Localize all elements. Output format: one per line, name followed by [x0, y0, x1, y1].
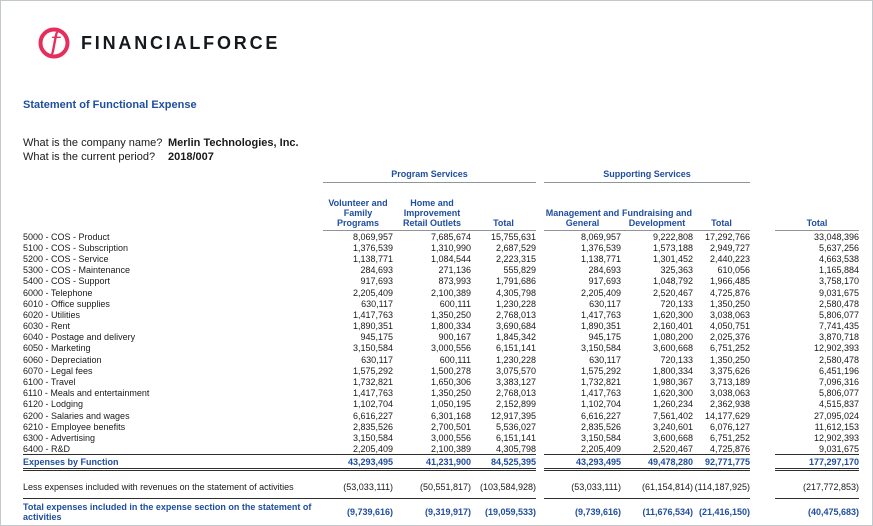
value-cell: 4,305,798: [495, 443, 536, 454]
column-gap: [536, 298, 544, 309]
row-label: 6210 - Employee benefits: [23, 421, 126, 432]
value-cell: 3,758,170: [818, 276, 860, 287]
table-row: [23, 388, 859, 399]
value-cell: 1,575,292: [580, 365, 621, 376]
value-cell: 1,165,884: [818, 265, 860, 276]
column-gap: [536, 410, 544, 421]
value-cell: 1,417,763: [580, 388, 621, 399]
column-gap: [536, 287, 544, 298]
table-row: [23, 242, 859, 253]
value-cell: 1,048,792: [652, 276, 693, 287]
value-cell: 49,478,280: [621, 455, 693, 470]
value-cell: 14,177,629: [704, 410, 751, 421]
value-cell: (53,033,111): [571, 482, 621, 492]
value-cell: 17,292,766: [704, 231, 751, 242]
value-cell: 9,031,675: [818, 443, 860, 454]
value-cell: 2,768,013: [495, 309, 536, 320]
table-row: [23, 499, 859, 526]
column-gap: [750, 455, 775, 470]
value-cell: 284,693: [588, 265, 621, 276]
value-cell: 84,525,395: [471, 455, 536, 470]
value-cell: 2,768,013: [495, 388, 536, 399]
value-cell: 2,520,467: [652, 443, 693, 454]
value-cell: 900,167: [438, 332, 471, 343]
value-cell: 1,376,539: [352, 242, 393, 253]
value-cell: 917,693: [360, 276, 393, 287]
value-cell: 7,741,435: [818, 321, 860, 332]
value-cell: 3,375,626: [709, 365, 751, 376]
value-cell: 6,151,141: [495, 343, 536, 354]
row-label: Less expenses included with revenues on the statement of activities: [23, 482, 294, 492]
row-label: Expenses by Function: [23, 455, 323, 470]
column-gap: [536, 444, 544, 455]
column-gap: [750, 265, 775, 276]
value-cell: 2,100,389: [430, 443, 471, 454]
value-cell: 3,150,584: [352, 432, 393, 443]
value-cell: 7,685,674: [430, 231, 471, 242]
financialforce-logo-icon: [37, 26, 71, 60]
value-cell: 7,561,402: [652, 410, 693, 421]
value-cell: 5,806,077: [818, 309, 860, 320]
value-cell: 3,383,127: [495, 377, 536, 388]
value-cell: 3,713,189: [709, 377, 751, 388]
value-cell: 917,693: [588, 276, 621, 287]
value-cell: 630,117: [361, 298, 393, 309]
report-parameters: [23, 136, 299, 164]
value-cell: (9,739,616): [544, 499, 621, 526]
value-cell: 5,806,077: [818, 388, 860, 399]
value-cell: 15,755,631: [490, 231, 536, 242]
corner-cell: [775, 167, 859, 183]
value-cell: 1,350,250: [709, 298, 751, 309]
column-gap: [750, 343, 775, 354]
value-cell: 4,663,538: [818, 253, 860, 264]
value-cell: 600,111: [439, 298, 471, 309]
value-cell: 1,301,452: [652, 253, 693, 264]
column-gap: [750, 365, 775, 376]
value-cell: 1,417,763: [580, 309, 621, 320]
value-cell: 600,111: [439, 354, 471, 365]
table-row: [23, 343, 859, 354]
row-label: 5300 - COS - Maintenance: [23, 265, 131, 276]
column-gap: [750, 309, 775, 320]
value-cell: 6,616,227: [580, 410, 621, 421]
column-gap: [750, 167, 775, 183]
column-gap: [750, 499, 775, 526]
value-cell: 5,637,256: [818, 242, 860, 253]
value-cell: (11,676,534): [621, 499, 693, 526]
table-body: [23, 231, 859, 526]
value-cell: (21,416,150): [693, 499, 750, 526]
column-gap: [536, 253, 544, 264]
group-header-supporting-services: Supporting Services: [544, 167, 750, 183]
value-cell: 555,829: [503, 265, 536, 276]
table-head: [23, 167, 859, 231]
column-gap: [536, 276, 544, 287]
column-gap: [750, 276, 775, 287]
value-cell: 720,133: [660, 354, 693, 365]
value-cell: (103,584,928): [479, 482, 536, 492]
financialforce-logo-text: FINANCIALFORCE: [81, 33, 281, 53]
corner-cell: [23, 183, 323, 231]
column-gap: [536, 321, 544, 332]
value-cell: 1,966,485: [709, 276, 751, 287]
value-cell: 7,096,316: [818, 377, 860, 388]
row-label: 5400 - COS - Support: [23, 276, 111, 287]
column-gap: [536, 476, 544, 499]
value-cell: 6,451,196: [818, 365, 860, 376]
value-cell: 2,580,478: [818, 298, 860, 309]
column-gap: [536, 183, 544, 231]
value-cell: 1,890,351: [352, 321, 393, 332]
value-cell: 284,693: [360, 265, 393, 276]
company-name-value: Merlin Technologies, Inc.: [168, 137, 299, 149]
value-cell: 3,000,556: [430, 432, 471, 443]
value-cell: 2,100,389: [430, 287, 471, 298]
table-row: [23, 455, 859, 470]
value-cell: 2,362,938: [709, 399, 751, 410]
value-cell: 1,620,300: [652, 309, 693, 320]
value-cell: 6,616,227: [352, 410, 393, 421]
column-header: Total: [693, 183, 750, 231]
value-cell: 1,350,250: [430, 309, 471, 320]
table-row: [23, 476, 859, 499]
table-row: [23, 421, 859, 432]
row-label: 6050 - Marketing: [23, 343, 91, 354]
column-gap: [750, 183, 775, 231]
value-cell: 12,902,393: [813, 343, 860, 354]
column-gap: [750, 421, 775, 432]
value-cell: 2,025,376: [709, 332, 751, 343]
column-gap: [750, 476, 775, 499]
value-cell: 2,205,409: [580, 443, 621, 454]
value-cell: 1,230,228: [495, 354, 536, 365]
table-row: [23, 253, 859, 264]
column-gap: [536, 354, 544, 365]
value-cell: 6,076,127: [709, 421, 751, 432]
value-cell: 945,175: [588, 332, 621, 343]
column-gap: [750, 432, 775, 443]
value-cell: 1,845,342: [495, 332, 536, 343]
column-gap: [536, 432, 544, 443]
value-cell: 1,376,539: [580, 242, 621, 253]
table-row: [23, 231, 859, 242]
group-header-program-services: Program Services: [323, 167, 536, 183]
value-cell: 9,222,808: [652, 231, 693, 242]
table-row: [23, 309, 859, 320]
value-cell: 5,536,027: [495, 421, 536, 432]
value-cell: 1,620,300: [652, 388, 693, 399]
value-cell: 3,150,584: [580, 432, 621, 443]
value-cell: 1,732,821: [352, 377, 393, 388]
value-cell: 4,050,751: [709, 321, 751, 332]
value-cell: 11,612,153: [814, 421, 860, 432]
row-label: 6060 - Depreciation: [23, 354, 102, 365]
value-cell: 177,297,170: [775, 455, 859, 470]
row-label: 6110 - Meals and entertainment: [23, 388, 150, 399]
value-cell: 1,230,228: [495, 298, 536, 309]
value-cell: 9,031,675: [818, 287, 860, 298]
column-gap: [536, 388, 544, 399]
value-cell: 1,732,821: [580, 377, 621, 388]
value-cell: 1,417,763: [352, 309, 393, 320]
value-cell: 6,301,168: [430, 410, 471, 421]
column-gap: [536, 343, 544, 354]
column-gap: [536, 265, 544, 276]
value-cell: 3,150,584: [352, 343, 393, 354]
value-cell: 1,102,704: [352, 399, 393, 410]
value-cell: 2,580,478: [818, 354, 860, 365]
value-cell: 6,751,252: [709, 432, 751, 443]
current-period-label: What is the current period?: [23, 151, 156, 163]
value-cell: 2,223,315: [495, 253, 536, 264]
table-row: [23, 399, 859, 410]
value-cell: 1,350,250: [709, 354, 751, 365]
value-cell: (217,772,853): [802, 482, 860, 492]
value-cell: 630,117: [589, 354, 621, 365]
column-header: Management and General: [544, 183, 621, 231]
value-cell: (9,739,616): [323, 499, 393, 526]
value-cell: 1,138,771: [580, 253, 621, 264]
value-cell: 4,305,798: [495, 287, 536, 298]
value-cell: (40,475,683): [775, 499, 859, 526]
column-header: Total: [775, 183, 859, 231]
value-cell: 12,917,395: [490, 410, 536, 421]
value-cell: 92,771,775: [693, 455, 750, 470]
value-cell: 630,117: [361, 354, 393, 365]
value-cell: 6,751,252: [709, 343, 751, 354]
value-cell: 3,600,668: [652, 432, 693, 443]
row-label: 6200 - Salaries and wages: [23, 410, 130, 421]
value-cell: 1,417,763: [352, 388, 393, 399]
value-cell: 8,069,957: [580, 231, 621, 242]
value-cell: 1,102,704: [580, 399, 621, 410]
current-period-question: [23, 150, 299, 164]
column-header: Total: [471, 183, 536, 231]
value-cell: 630,117: [589, 298, 621, 309]
value-cell: 8,069,957: [352, 231, 393, 242]
value-cell: 6,151,141: [495, 432, 536, 443]
row-label: 5100 - COS - Subscription: [23, 242, 129, 253]
column-gap: [536, 376, 544, 387]
column-gap: [750, 287, 775, 298]
value-cell: 3,150,584: [580, 343, 621, 354]
value-cell: 1,310,990: [430, 242, 471, 253]
company-name-question: [23, 136, 299, 150]
value-cell: 1,800,334: [652, 365, 693, 376]
value-cell: (9,319,917): [393, 499, 471, 526]
column-gap: [750, 242, 775, 253]
value-cell: 1,980,367: [652, 377, 693, 388]
corner-cell: [23, 167, 323, 183]
value-cell: (19,059,533): [471, 499, 536, 526]
row-label: Total expenses included in the expense section on the statement of activities: [23, 499, 323, 526]
value-cell: (50,551,817): [419, 482, 471, 492]
value-cell: 873,993: [438, 276, 471, 287]
column-gap: [536, 231, 544, 242]
value-cell: 2,687,529: [495, 242, 536, 253]
value-cell: 2,205,409: [580, 287, 621, 298]
value-cell: 41,231,900: [393, 455, 471, 470]
value-cell: 2,205,409: [352, 443, 393, 454]
value-cell: 4,515,837: [818, 399, 860, 410]
current-period-value: 2018/007: [168, 151, 214, 163]
value-cell: 2,520,467: [652, 287, 693, 298]
row-label: 6020 - Utilities: [23, 309, 81, 320]
value-cell: 12,902,393: [813, 432, 860, 443]
value-cell: (61,154,814): [641, 482, 693, 492]
value-cell: 1,650,306: [430, 377, 471, 388]
group-header-row: [23, 167, 859, 183]
column-gap: [750, 332, 775, 343]
value-cell: 3,240,601: [652, 421, 693, 432]
value-cell: 1,350,250: [430, 388, 471, 399]
row-label: 6300 - Advertising: [23, 432, 96, 443]
column-gap: [536, 455, 544, 470]
value-cell: 1,791,686: [495, 276, 536, 287]
value-cell: 3,038,063: [709, 309, 751, 320]
table-row: [23, 276, 859, 287]
table-row: [23, 321, 859, 332]
table-row: [23, 410, 859, 421]
value-cell: 1,575,292: [352, 365, 393, 376]
svg-text:f: f: [50, 27, 60, 58]
row-label: 6000 - Telephone: [23, 287, 93, 298]
value-cell: 1,084,544: [430, 253, 471, 264]
value-cell: 1,138,771: [352, 253, 393, 264]
column-gap: [750, 231, 775, 242]
column-gap: [750, 376, 775, 387]
value-cell: 2,440,223: [709, 253, 751, 264]
value-cell: 271,136: [438, 265, 471, 276]
value-cell: 2,700,501: [430, 421, 471, 432]
table-row: [23, 287, 859, 298]
value-cell: 1,260,234: [652, 399, 693, 410]
column-gap: [536, 399, 544, 410]
value-cell: 3,000,556: [430, 343, 471, 354]
column-gap: [750, 354, 775, 365]
value-cell: 325,363: [660, 265, 693, 276]
expense-table: [23, 167, 859, 526]
row-label: 6120 - Lodging: [23, 399, 84, 410]
value-cell: 1,800,334: [430, 321, 471, 332]
value-cell: 610,056: [717, 265, 751, 276]
report-title: Statement of Functional Expense: [23, 99, 197, 111]
column-gap: [536, 167, 544, 183]
value-cell: 2,205,409: [352, 287, 393, 298]
value-cell: 1,573,188: [652, 242, 693, 253]
column-gap: [536, 499, 544, 526]
column-gap: [750, 321, 775, 332]
row-label: 6100 - Travel: [23, 377, 76, 388]
column-gap: [536, 332, 544, 343]
table-row: [23, 265, 859, 276]
value-cell: 1,050,195: [430, 399, 471, 410]
row-label: 5000 - COS - Product: [23, 231, 110, 242]
table-row: [23, 298, 859, 309]
column-gap: [750, 410, 775, 421]
column-gap: [750, 444, 775, 455]
value-cell: 1,080,200: [652, 332, 693, 343]
column-gap: [750, 253, 775, 264]
value-cell: 3,870,718: [818, 332, 860, 343]
value-cell: 1,500,278: [430, 365, 471, 376]
value-cell: 3,075,570: [495, 365, 536, 376]
column-gap: [536, 421, 544, 432]
row-label: 6040 - Postage and delivery: [23, 332, 136, 343]
value-cell: 720,133: [660, 298, 693, 309]
row-label: 6030 - Rent: [23, 321, 71, 332]
value-cell: 43,293,495: [323, 455, 393, 470]
row-label: 6400 - R&D: [23, 443, 71, 454]
company-name-label: What is the company name?: [23, 137, 163, 149]
value-cell: 4,725,876: [709, 287, 751, 298]
column-header: Home and Improvement Retail Outlets: [393, 183, 471, 231]
value-cell: (53,033,111): [343, 482, 393, 492]
value-cell: 3,038,063: [709, 388, 751, 399]
row-label: 6070 - Legal fees: [23, 365, 93, 376]
financialforce-logo: [37, 26, 280, 60]
value-cell: 43,293,495: [544, 455, 621, 470]
value-cell: 2,835,526: [352, 421, 393, 432]
table-row: [23, 365, 859, 376]
value-cell: 1,890,351: [580, 321, 621, 332]
value-cell: 2,835,526: [580, 421, 621, 432]
column-header: Fundraising and Development: [621, 183, 693, 231]
column-header-row: [23, 183, 859, 231]
value-cell: 33,048,396: [813, 231, 860, 242]
value-cell: 3,600,668: [652, 343, 693, 354]
value-cell: (114,187,925): [694, 482, 751, 492]
value-cell: 4,725,876: [709, 443, 751, 454]
value-cell: 2,152,899: [495, 399, 536, 410]
column-header: Volunteer and Family Programs: [323, 183, 393, 231]
column-gap: [750, 399, 775, 410]
column-gap: [536, 365, 544, 376]
table-row: [23, 332, 859, 343]
row-label: 5200 - COS - Service: [23, 253, 109, 264]
value-cell: 2,949,727: [709, 242, 751, 253]
column-gap: [536, 309, 544, 320]
value-cell: 945,175: [360, 332, 393, 343]
value-cell: 27,095,024: [813, 410, 860, 421]
row-label: 6010 - Office supplies: [23, 298, 110, 309]
table-row: [23, 444, 859, 455]
table-row: [23, 376, 859, 387]
value-cell: 2,160,401: [652, 321, 693, 332]
column-gap: [750, 298, 775, 309]
value-cell: 3,690,684: [495, 321, 536, 332]
table-row: [23, 432, 859, 443]
column-gap: [750, 388, 775, 399]
column-gap: [536, 242, 544, 253]
table-row: [23, 354, 859, 365]
